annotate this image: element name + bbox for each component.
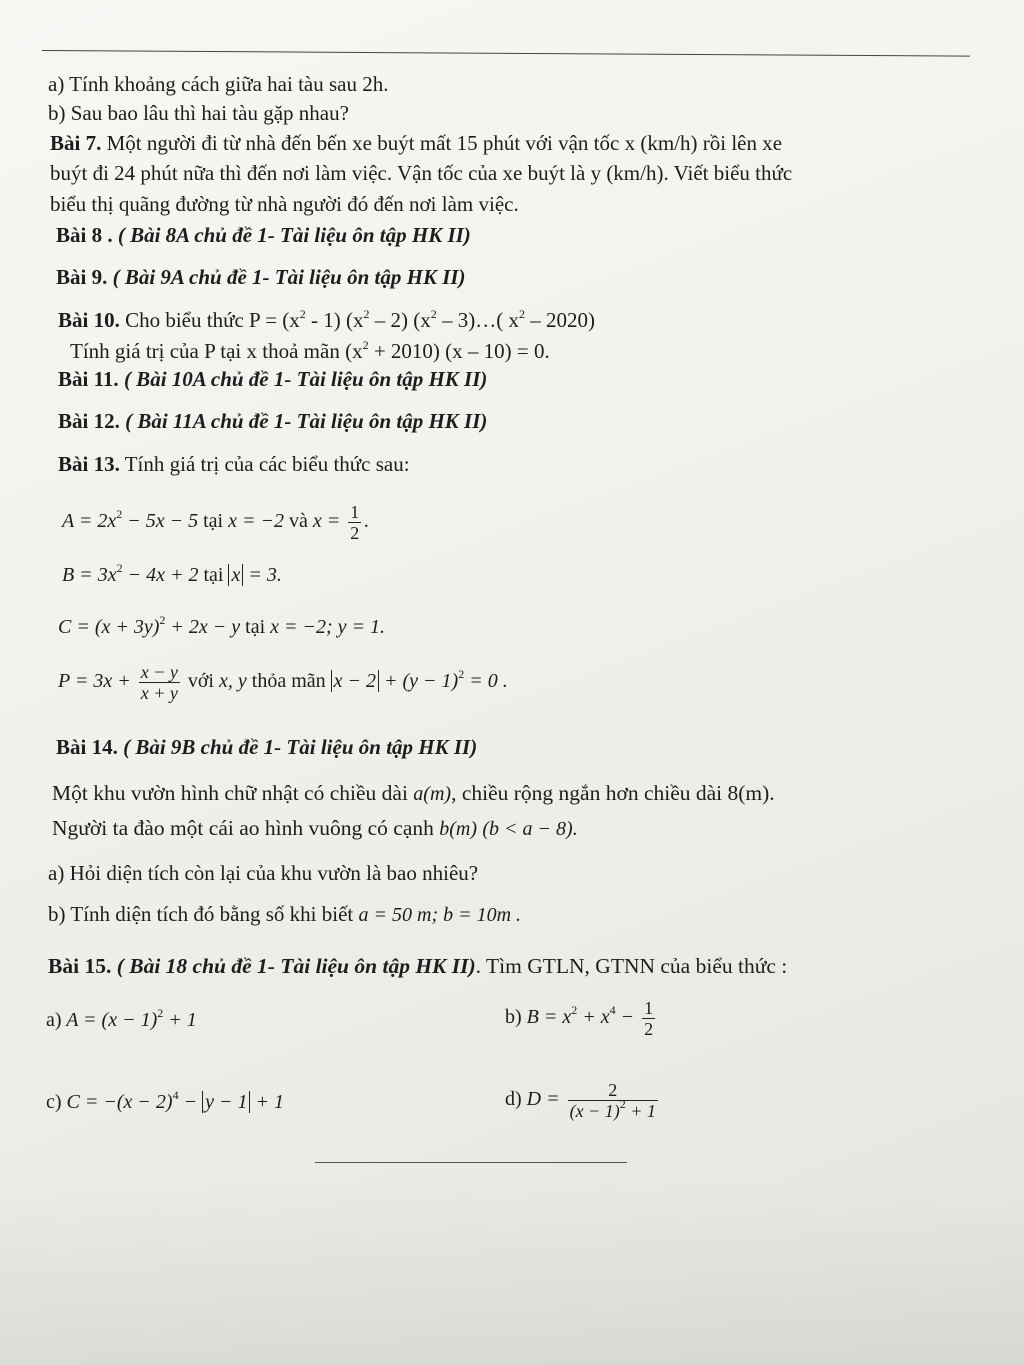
B-eq: = 3. xyxy=(243,564,282,586)
bai14 xyxy=(56,735,477,759)
b15-minus: − xyxy=(615,1006,640,1029)
bai10-t6: Tính giá trị của P tại x thoả mãn (x xyxy=(70,339,363,363)
b15-a xyxy=(46,1008,197,1032)
bai14-qb xyxy=(48,902,521,927)
bai13 xyxy=(58,452,410,476)
bai9-ref: ( Bài 9A chủ đề 1- Tài liệu ôn tập HK II) xyxy=(107,265,466,289)
exp: 2 xyxy=(362,338,369,352)
bai7-line3: biểu thị quãng đường từ nhà người đó đến nơi làm việc. xyxy=(50,192,519,216)
bai15-text: . Tìm GTLN, GTNN của biểu thức : xyxy=(475,954,788,978)
bai10-line2 xyxy=(70,339,550,363)
bai14-t2: , chiều rộng ngắn hơn chiều dài 8(m). xyxy=(451,781,775,805)
bai7-text1: Một người đi từ nhà đến bến xe buýt mất 15 phút với vận tốc x (km/h) rồi lên xe xyxy=(101,131,783,155)
C-cond: x = −2; y = 1. xyxy=(270,616,386,638)
item-a-label: a) xyxy=(46,1009,62,1031)
bai10-t5: – 2020) xyxy=(525,308,596,332)
exp: 2 xyxy=(159,613,166,627)
A-cond2: x = xyxy=(312,510,346,533)
bai10-t7: + 2010) (x – 10) = 0. xyxy=(368,339,550,363)
frac-num: 1 xyxy=(644,998,654,1018)
C-lhs: C = (x + 3y) xyxy=(58,616,160,638)
bai7-line1 xyxy=(50,131,782,155)
d15-fraction xyxy=(568,1080,658,1121)
exp: 4 xyxy=(172,1088,179,1102)
period: . xyxy=(364,510,370,533)
frac-den: 2 xyxy=(644,1019,654,1039)
bai12 xyxy=(58,409,487,433)
P-abs: x − 2 xyxy=(331,670,379,692)
bai13-text: Tính giá trị của các biểu thức sau: xyxy=(119,452,410,476)
bai14-t3: Người ta đào một cái ao hình vuông có cạnh xyxy=(52,816,440,840)
va-word: và xyxy=(283,510,313,533)
bai7-label: Bài 7. xyxy=(50,131,102,155)
b15-d xyxy=(505,1080,661,1121)
c15-abs: y − 1 xyxy=(202,1091,250,1113)
bottom-divider xyxy=(315,1162,627,1163)
exp: 2 xyxy=(116,507,123,522)
frac-den: 2 xyxy=(350,523,360,543)
expr-C xyxy=(58,615,385,639)
item-b-label: b) xyxy=(505,1006,522,1029)
frac-den: x + y xyxy=(140,683,178,703)
bai8-label: Bài 8 . xyxy=(56,223,113,247)
bai15 xyxy=(48,954,787,978)
exp: 2 xyxy=(299,307,306,321)
ab-values: a = 50 m; b = 10m . xyxy=(358,904,522,926)
b15-b xyxy=(505,998,658,1039)
bai14-label: Bài 14. xyxy=(56,735,118,759)
b15-expr: B = x xyxy=(526,1006,572,1029)
bai11-ref: ( Bài 10A chủ đề 1- Tài liệu ôn tập HK II) xyxy=(118,367,488,391)
frac-num: x − y xyxy=(140,662,178,682)
b-m: b(m) xyxy=(439,818,477,840)
bai11 xyxy=(58,367,487,391)
bai12-ref: ( Bài 11A chủ đề 1- Tài liệu ôn tập HK II) xyxy=(119,409,488,433)
line-a-distance: a) Tính khoảng cách giữa hai tàu sau 2h. xyxy=(48,72,389,96)
bai10-line1 xyxy=(58,308,595,332)
top-divider xyxy=(42,50,970,57)
exp: 2 xyxy=(157,1006,164,1020)
a15-expr: A = (x − 1) xyxy=(66,1009,158,1031)
xy: x, y xyxy=(219,670,247,693)
item-d-label: d) xyxy=(505,1088,522,1111)
A-cond1: x = −2 xyxy=(228,510,284,533)
bai10-label: Bài 10. xyxy=(58,308,120,332)
bai14-line2 xyxy=(52,816,578,841)
exp: 4 xyxy=(609,1003,616,1018)
c15-c: + 1 xyxy=(250,1091,284,1113)
tai-word: tại xyxy=(240,616,271,638)
d15-den-a: (x − 1) xyxy=(569,1101,620,1121)
expr-A xyxy=(62,502,369,543)
thoa-man-word: thỏa mãn xyxy=(246,670,331,693)
tai-word: tại xyxy=(198,564,229,586)
bai14-ref: ( Bài 9B chủ đề 1- Tài liệu ôn tập HK II) xyxy=(117,735,478,759)
bai13-label: Bài 13. xyxy=(58,452,120,476)
expr-P xyxy=(58,662,508,703)
exp: 2 xyxy=(458,667,465,682)
a-m: a(m) xyxy=(413,783,452,805)
bai9 xyxy=(56,265,466,289)
exp: 2 xyxy=(116,561,123,575)
bai12-label: Bài 12. xyxy=(58,409,120,433)
exp: 2 xyxy=(363,307,370,321)
bai10-t2: - 1) (x xyxy=(305,308,364,332)
B-lhs: B = 3x xyxy=(62,564,117,586)
B-rest: − 4x + 2 xyxy=(122,564,199,586)
P-fraction xyxy=(139,662,180,703)
bai11-label: Bài 11. xyxy=(58,367,119,391)
expr-B xyxy=(62,563,282,587)
half-fraction xyxy=(348,502,361,543)
bai14-t1: Một khu vườn hình chữ nhật có chiều dài xyxy=(52,781,414,805)
bai15-ref: ( Bài 18 chủ đề 1- Tài liệu ôn tập HK II) xyxy=(111,954,476,978)
frac-den xyxy=(568,1097,658,1121)
b15-c xyxy=(46,1090,284,1114)
b15-fraction xyxy=(642,998,655,1039)
item-c-label: c) xyxy=(46,1091,62,1113)
c15-b: − xyxy=(178,1091,203,1113)
tai-word: tại xyxy=(198,510,229,533)
d15-den-b: + 1 xyxy=(625,1101,656,1121)
P-rest-b: = 0 . xyxy=(464,670,508,693)
exp: 2 xyxy=(519,307,526,321)
P-lhs: P = 3x + xyxy=(58,670,136,693)
frac-num: 2 xyxy=(608,1080,618,1100)
bai8 xyxy=(56,223,471,247)
exp: 2 xyxy=(619,1097,626,1111)
bai8-ref: ( Bài 8A chủ đề 1- Tài liệu ôn tập HK II) xyxy=(112,223,471,247)
bai10-t4: – 3)…( x xyxy=(436,308,520,332)
page-shadow xyxy=(0,1180,1024,1365)
bai9-label: Bài 9. xyxy=(56,265,108,289)
line-b-meet: b) Sau bao lâu thì hai tàu gặp nhau? xyxy=(48,101,349,125)
A-lhs: A = 2x xyxy=(62,510,117,533)
bai10-t1: Cho biểu thức P = (x xyxy=(119,308,300,332)
exp: 2 xyxy=(430,307,437,321)
b-cond: (b < a − 8). xyxy=(482,818,578,840)
voi-word: với xyxy=(182,670,219,693)
bai10-t3: – 2) (x xyxy=(369,308,431,332)
P-rest-a: + (y − 1) xyxy=(379,670,459,693)
bai14-qa: a) Hỏi diện tích còn lại của khu vườn là bao nhiêu? xyxy=(48,861,479,885)
bai14-line1 xyxy=(52,781,775,806)
frac-num: 1 xyxy=(350,502,360,522)
exp: 2 xyxy=(571,1003,578,1018)
c15-a: C = −(x − 2) xyxy=(66,1091,173,1113)
bai15-label: Bài 15. xyxy=(48,954,112,978)
A-rest: − 5x − 5 xyxy=(122,510,199,533)
bai14-qb-text: b) Tính diện tích đó bằng số khi biết xyxy=(48,902,359,926)
C-rest: + 2x − y xyxy=(165,616,241,638)
B-abs: x xyxy=(228,564,243,586)
d15-lhs: D = xyxy=(526,1088,565,1111)
bai7-line2: buýt đi 24 phút nữa thì đến nơi làm việc. Vận tốc của xe buýt là y (km/h). Viết biểu thức xyxy=(50,161,793,185)
b15-mid: + x xyxy=(577,1006,610,1029)
a15-tail: + 1 xyxy=(163,1009,197,1031)
